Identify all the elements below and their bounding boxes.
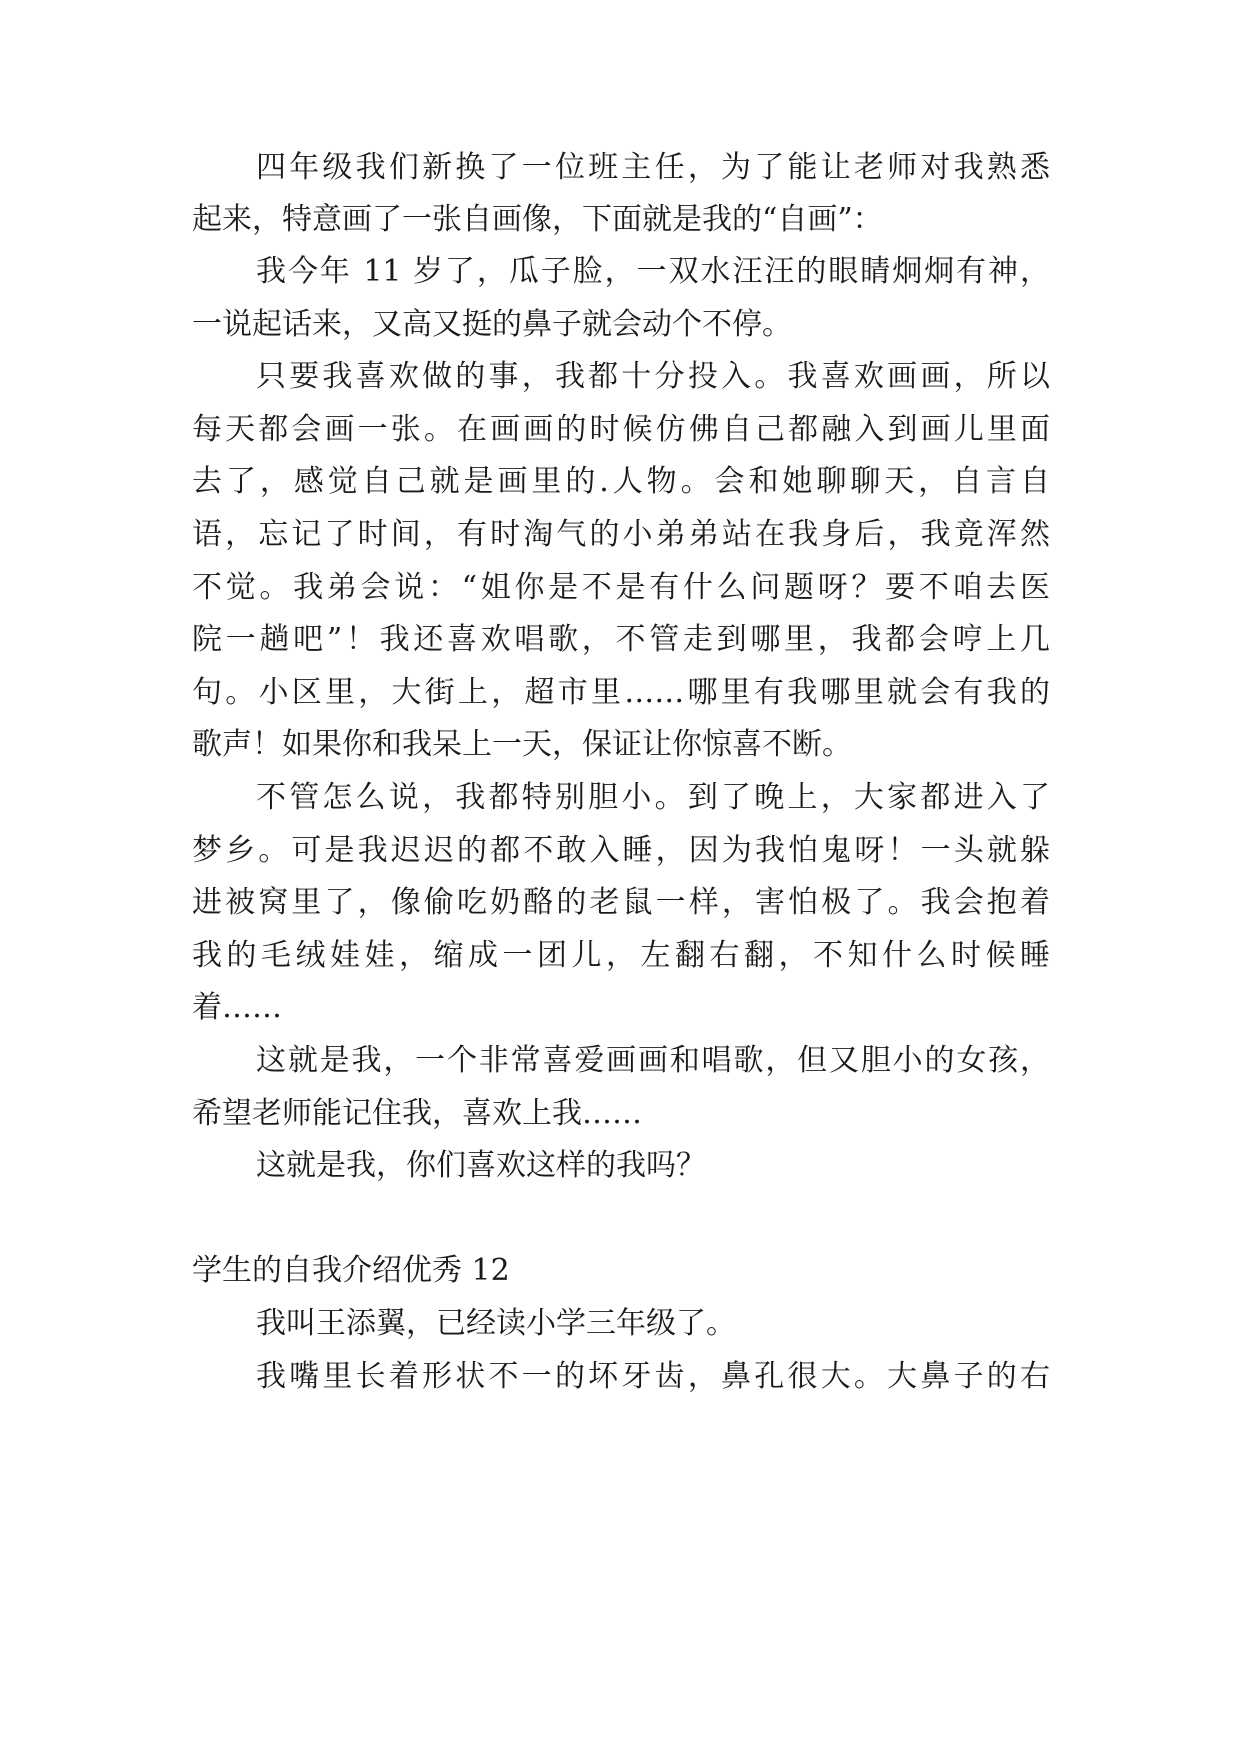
paragraph-3-line-2: 每天都会画一张。在画画的时候仿佛自己都融入到画儿里面 (192, 412, 1050, 447)
paragraph-4-line-4: 我的毛绒娃娃，缩成一团儿，左翻右翻，不知什么时候睡 (192, 938, 1050, 973)
paragraph-5-line-1: 这就是我，一个非常喜爱画画和唱歌，但又胆小的女孩， (256, 1043, 1050, 1078)
paragraph-2-line-1: 我今年 11 岁了，瓜子脸，一双水汪汪的眼睛炯炯有神， (256, 254, 1050, 289)
paragraph-6-line-1: 这就是我，你们喜欢这样的我吗？ (256, 1148, 706, 1183)
paragraph-4-line-2: 梦乡。可是我迟迟的都不敢入睡，因为我怕鬼呀！一头就躲 (192, 833, 1050, 868)
paragraph-4-line-1: 不管怎么说，我都特别胆小。到了晚上，大家都进入了 (256, 780, 1050, 815)
paragraph-3-line-7: 句。小区里，大街上，超市里……哪里有我哪里就会有我的 (192, 675, 1050, 710)
paragraph-4-line-3: 进被窝里了，像偷吃奶酪的老鼠一样，害怕极了。我会抱着 (192, 885, 1050, 920)
paragraph-4-line-5: 着…… (192, 990, 282, 1025)
section-paragraph-2-line-1: 我嘴里长着形状不一的坏牙齿，鼻孔很大。大鼻子的右 (256, 1359, 1050, 1394)
paragraph-3-line-5: 不觉。我弟会说：“姐你是不是有什么问题呀？要不咱去医 (192, 570, 1050, 605)
paragraph-3-line-3: 去了，感觉自己就是画里的.人物。会和她聊聊天，自言自 (192, 464, 1050, 499)
paragraph-1-line-2: 起来，特意画了一张自画像，下面就是我的“自画”： (192, 202, 883, 237)
paragraph-3-line-4: 语，忘记了时间，有时淘气的小弟弟站在我身后，我竟浑然 (192, 517, 1050, 552)
paragraph-3-line-1: 只要我喜欢做的事，我都十分投入。我喜欢画画，所以 (256, 359, 1050, 394)
paragraph-3-line-8: 歌声！如果你和我呆上一天，保证让你惊喜不断。 (192, 727, 852, 762)
section-heading: 学生的自我介绍优秀 12 (192, 1253, 510, 1288)
paragraph-2-line-2: 一说起话来，又高又挺的鼻子就会动个不停。 (192, 307, 792, 342)
paragraph-1-line-1: 四年级我们新换了一位班主任，为了能让老师对我熟悉 (256, 150, 1050, 185)
section-paragraph-1-line-1: 我叫王添翼，已经读小学三年级了。 (256, 1306, 736, 1341)
paragraph-5-line-2: 希望老师能记住我，喜欢上我…… (192, 1096, 642, 1131)
paragraph-3-line-6: 院一趟吧”！我还喜欢唱歌，不管走到哪里，我都会哼上几 (192, 622, 1050, 657)
